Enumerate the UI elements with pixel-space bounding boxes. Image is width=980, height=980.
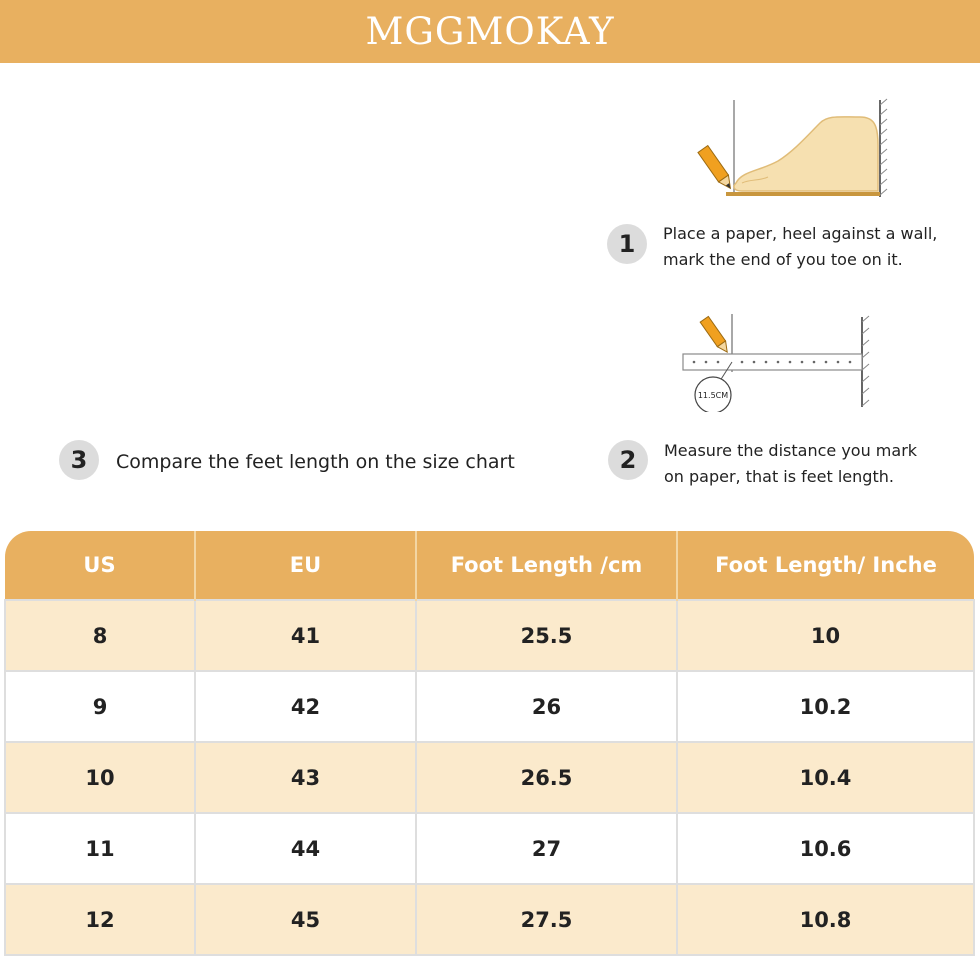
cell-cm: 26: [416, 671, 677, 742]
step-3-number: 3: [59, 440, 99, 480]
ruler-measure-label: 11.5CM: [697, 391, 729, 400]
step-2-line-1: Measure the distance you mark: [664, 441, 918, 460]
size-chart: [4, 531, 973, 956]
cell-us: 8: [5, 600, 195, 671]
step-1-line-1: Place a paper, heel against a wall,: [663, 224, 938, 243]
brand-title: MGGMOKAY: [365, 10, 615, 53]
header-eu: EU: [195, 531, 416, 600]
step-1-number: 1: [607, 224, 647, 264]
step-1-text: [663, 221, 937, 273]
size-chart-header-row: [5, 531, 974, 600]
step-3-text: [116, 449, 515, 475]
header-foot-length-cm: Foot Length /cm: [416, 531, 677, 600]
table-row: [5, 671, 974, 742]
header-foot-length-inch: Foot Length/ Inche: [677, 531, 974, 600]
cell-inch: 10: [677, 600, 974, 671]
cell-eu: 43: [195, 742, 416, 813]
foot-against-wall-illustration: [690, 95, 900, 205]
size-chart-table: [4, 531, 975, 956]
cell-cm: 26.5: [416, 742, 677, 813]
table-row: [5, 600, 974, 671]
cell-cm: 27: [416, 813, 677, 884]
step-2-text: [664, 438, 917, 490]
step-2-line-2: on paper, that is feet length.: [664, 467, 894, 486]
cell-cm: 27.5: [416, 884, 677, 955]
cell-cm: 25.5: [416, 600, 677, 671]
cell-eu: 42: [195, 671, 416, 742]
table-row: [5, 813, 974, 884]
table-row: [5, 884, 974, 955]
header-us: US: [5, 531, 195, 600]
ruler-measure-illustration: [680, 312, 880, 412]
cell-inch: 10.6: [677, 813, 974, 884]
cell-eu: 45: [195, 884, 416, 955]
brand-banner: [0, 0, 980, 63]
step-3-line-1: Compare the feet length on the size chart: [116, 451, 515, 473]
cell-inch: 10.2: [677, 671, 974, 742]
cell-us: 10: [5, 742, 195, 813]
table-row: [5, 742, 974, 813]
cell-inch: 10.8: [677, 884, 974, 955]
cell-us: 11: [5, 813, 195, 884]
step-1-line-2: mark the end of you toe on it.: [663, 250, 903, 269]
cell-eu: 41: [195, 600, 416, 671]
cell-us: 12: [5, 884, 195, 955]
cell-eu: 44: [195, 813, 416, 884]
cell-inch: 10.4: [677, 742, 974, 813]
step-2-number: 2: [608, 440, 648, 480]
cell-us: 9: [5, 671, 195, 742]
